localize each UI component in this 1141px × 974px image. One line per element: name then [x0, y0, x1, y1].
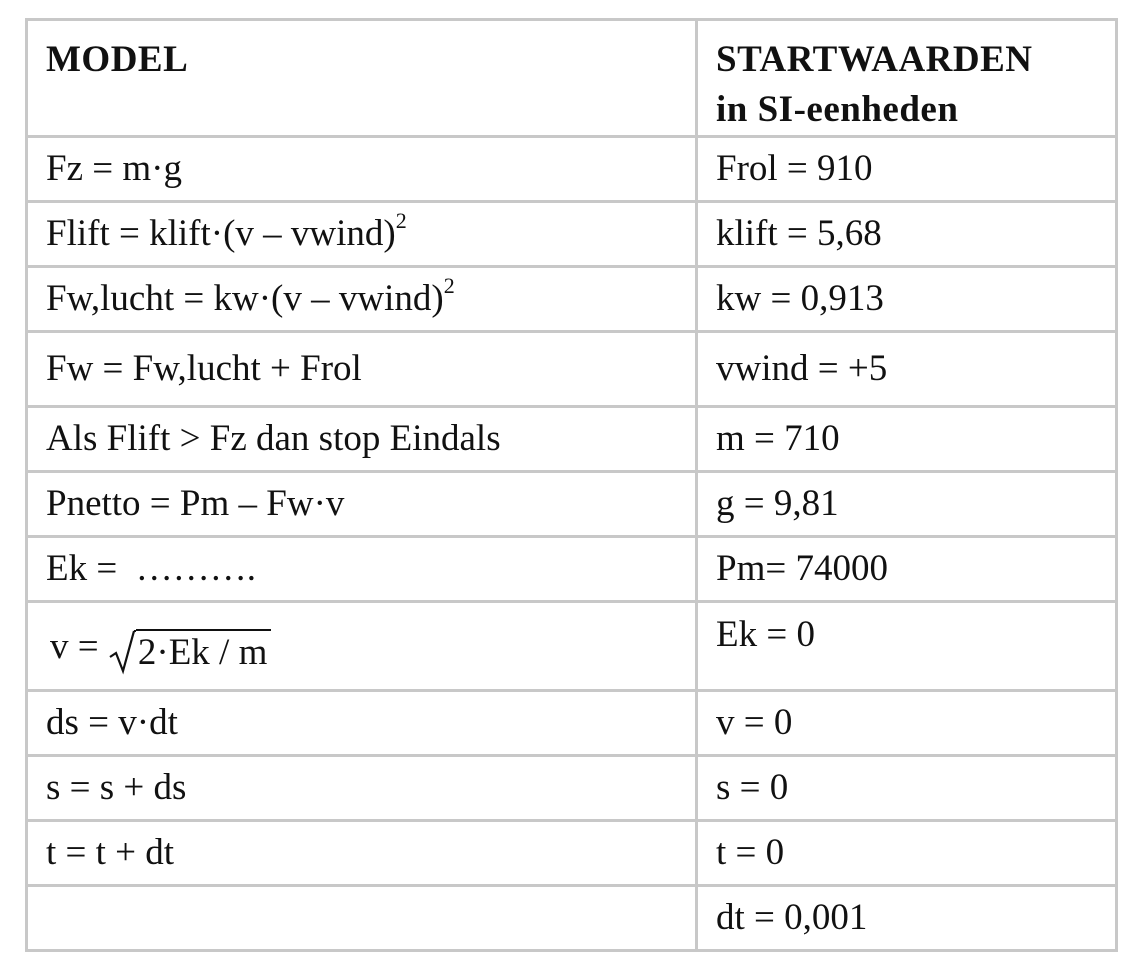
table-row [27, 267, 1117, 332]
formula-prefix: v = [50, 626, 108, 667]
header-startwaarden-line1: STARTWAARDEN [716, 39, 1033, 80]
table-row [27, 821, 1117, 886]
model-cell: t = t + dt [27, 821, 697, 886]
sqrt-formula [50, 623, 271, 673]
table-row [27, 602, 1117, 691]
header-startwaarden-line2: in SI-eenheden [716, 89, 959, 130]
table-row [27, 202, 1117, 267]
table-row [27, 691, 1117, 756]
start-cell: t = 0 [697, 821, 1117, 886]
start-cell: v = 0 [697, 691, 1117, 756]
start-cell: s = 0 [697, 756, 1117, 821]
formula-exponent: 2 [395, 207, 407, 233]
model-cell: Ek = ………. [27, 537, 697, 602]
model-cell: Fz = m·g [27, 137, 697, 202]
model-cell [27, 886, 697, 951]
model-cell [27, 267, 697, 332]
model-cell: Fw = Fw,lucht + Frol [27, 332, 697, 407]
header-model [27, 20, 697, 137]
formula-base: Fw,lucht = kw·(v – vwind) [46, 278, 444, 319]
start-cell: Ek = 0 [697, 602, 1117, 691]
table-row [27, 472, 1117, 537]
start-cell: dt = 0,001 [697, 886, 1117, 951]
model-cell [27, 202, 697, 267]
header-model-label: MODEL [46, 39, 189, 80]
header-startwaarden [697, 20, 1117, 137]
table-row [27, 756, 1117, 821]
start-cell: klift = 5,68 [697, 202, 1117, 267]
start-cell: g = 9,81 [697, 472, 1117, 537]
model-cell: Pnetto = Pm – Fw·v [27, 472, 697, 537]
table-row [27, 886, 1117, 951]
start-cell: vwind = +5 [697, 332, 1117, 407]
sqrt-radicand: 2·Ek / m [136, 629, 271, 673]
table-row [27, 137, 1117, 202]
start-cell: Frol = 910 [697, 137, 1117, 202]
model-cell: Als Flift > Fz dan stop Eindals [27, 407, 697, 472]
start-cell: Pm= 74000 [697, 537, 1117, 602]
start-cell: m = 710 [697, 407, 1117, 472]
table-row [27, 407, 1117, 472]
formula-exponent: 2 [443, 272, 455, 298]
model-cell [27, 602, 697, 691]
model-cell: ds = v·dt [27, 691, 697, 756]
model-cell: s = s + ds [27, 756, 697, 821]
start-cell: kw = 0,913 [697, 267, 1117, 332]
formula-base: Flift = klift·(v – vwind) [46, 213, 396, 254]
model-table [25, 18, 1118, 952]
table-row [27, 332, 1117, 407]
table-header-row [27, 20, 1117, 137]
table-row [27, 537, 1117, 602]
square-root-icon [108, 629, 136, 675]
